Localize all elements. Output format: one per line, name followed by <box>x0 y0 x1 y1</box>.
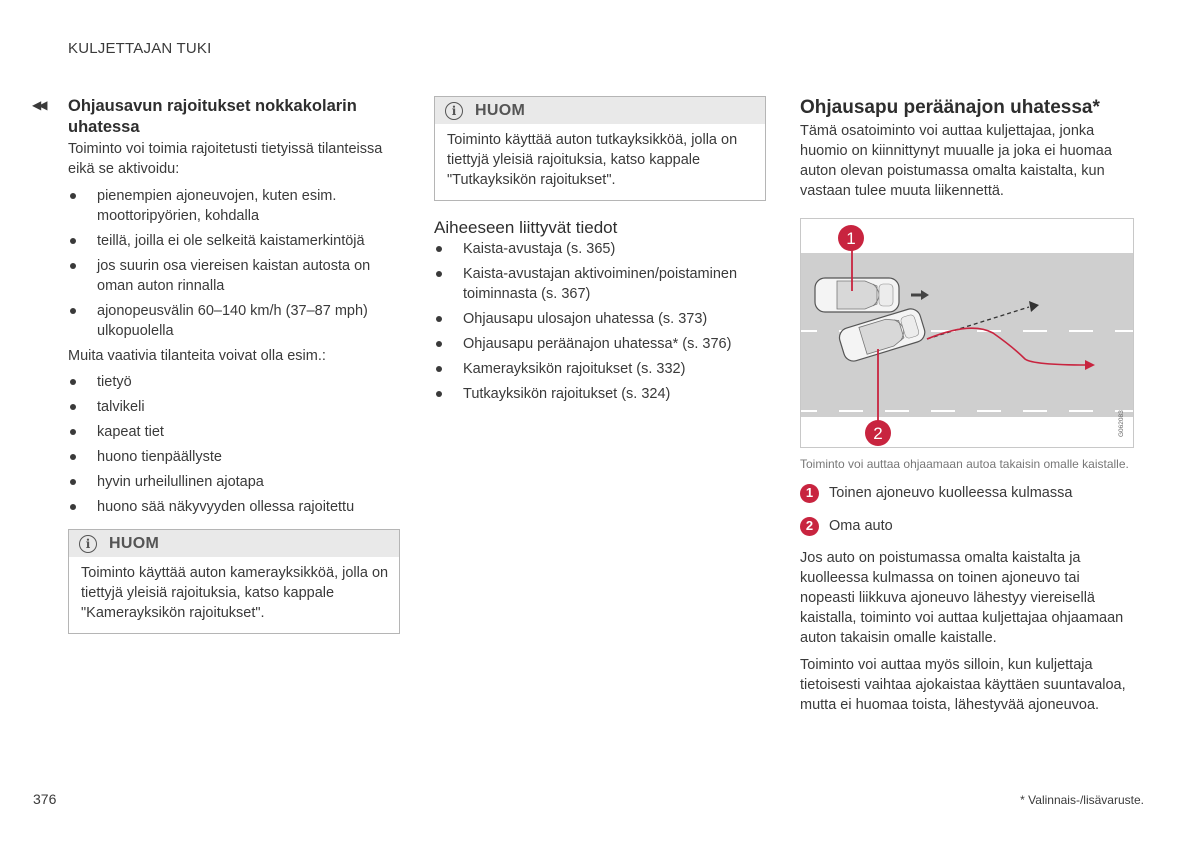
legend-item-2 <box>800 516 1134 536</box>
running-header: KULJETTAJAN TUKI <box>68 40 212 57</box>
intro-text: Toiminto voi toimia rajoitetusti tietyissä tilanteissa eikä se aktivoidu: <box>68 141 383 177</box>
column-2 <box>434 96 766 409</box>
list-item: kapeat tiet <box>68 422 400 442</box>
related-link[interactable]: Kaista-avustaja (s. 365) <box>434 239 766 259</box>
related-link[interactable]: Ohjausapu ulosajon uhatessa (s. 373) <box>434 309 766 329</box>
double-left-arrow-icon: ◀◀ <box>32 98 45 112</box>
mid-text: Muita vaativia tilanteita voivat olla esim.: <box>68 348 326 364</box>
list-item: pienempien ajoneuvojen, kuten esim. moottoripyörien, kohdalla <box>68 186 400 226</box>
svg-text:2: 2 <box>873 424 883 443</box>
intro-text: Tämä osatoiminto voi auttaa kuljettajaa, jonka huomio on kiinnittynyt muualle ja joka ei huomaa auton olevan poistumassa omalta kaistalta, kun vastaan tulee muuta liikennettä. <box>800 123 1112 199</box>
note-text: Toiminto käyttää auton kamerayksikköä, jolla on tiettyjä yleisiä rajoituksia, katso kappale "Kamerayksikön rajoitukset". <box>81 565 389 621</box>
list-item: talvikeli <box>68 397 400 417</box>
legend-item-1 <box>800 483 1134 503</box>
list-item: ajonopeusvälin 60–140 km/h (37–87 mph) ulkopuolella <box>68 301 400 341</box>
lane-diagram-svg <box>801 219 1133 447</box>
column-1 <box>32 96 400 634</box>
svg-text:G062083: G062083 <box>1118 410 1125 437</box>
body-paragraph-1: Jos auto on poistumassa omalta kaistalta ja kuolleessa kulmassa on toinen ajoneuvo tai nopeasti liikkuva ajoneuvo lähestyy viereisellä kaistalla, toiminto voi auttaa kuljettajaa ohjaamaan auton takaisin omalle kaistalle. <box>800 550 1124 646</box>
related-link[interactable]: Ohjausapu peräänajon uhatessa* (s. 376) <box>434 334 766 354</box>
note-box-camera <box>68 529 400 634</box>
note-text: Toiminto käyttää auton tutkayksikköä, jolla on tiettyjä yleisiä rajoituksia, katso kappale "Tutkayksikön rajoitukset". <box>447 132 738 188</box>
footnote: * Valinnais-/lisävaruste. <box>1020 793 1144 807</box>
svg-text:1: 1 <box>846 229 856 248</box>
list-item: hyvin urheilullinen ajotapa <box>68 472 400 492</box>
related-link[interactable]: Kaista-avustajan aktivoiminen/poistaminen toiminnasta (s. 367) <box>434 264 766 304</box>
info-icon: i <box>445 102 463 120</box>
legend-label: Oma auto <box>829 518 893 534</box>
section-heading-rear: Ohjausapu peräänajon uhatessa* <box>800 97 1100 118</box>
note-box-radar <box>434 96 766 201</box>
list-item: teillä, joilla ei ole selkeitä kaistamerkintöjä <box>68 231 400 251</box>
note-header <box>435 97 765 124</box>
body-paragraph-2: Toiminto voi auttaa myös silloin, kun kuljettaja tietoisesti vaihtaa ajokaistaa käyttäen suuntavaloa, mutta ei huomaa toista, lähestyvää ajoneuvoa. <box>800 657 1126 713</box>
related-heading: Aiheeseen liittyvät tiedot <box>434 218 618 237</box>
related-link[interactable]: Tutkayksikön rajoitukset (s. 324) <box>434 384 766 404</box>
list-item: huono sää näkyvyyden ollessa rajoitettu <box>68 497 400 517</box>
related-link[interactable]: Kamerayksikön rajoitukset (s. 332) <box>434 359 766 379</box>
list-item: tietyö <box>68 372 400 392</box>
note-title: HUOM <box>109 534 160 552</box>
list-item: jos suurin osa viereisen kaistan autosta on oman auton rinnalla <box>68 256 400 296</box>
page-number: 376 <box>33 791 57 807</box>
section-heading-frontal: Ohjausavun rajoitukset nokkakolarin uhatessa <box>68 97 357 136</box>
lane-diagram <box>800 218 1134 448</box>
info-icon: i <box>79 535 97 553</box>
related-links <box>434 239 766 404</box>
number-badge: 2 <box>800 517 819 536</box>
figure-caption: Toiminto voi auttaa ohjaamaan autoa takaisin omalle kaistalle. <box>800 457 1129 471</box>
column-3 <box>800 96 1134 715</box>
difficult-situations-list <box>68 372 400 517</box>
limitation-list <box>68 186 400 341</box>
note-title: HUOM <box>475 101 526 119</box>
number-badge: 1 <box>800 484 819 503</box>
list-item: huono tienpäällyste <box>68 447 400 467</box>
legend-label: Toinen ajoneuvo kuolleessa kulmassa <box>829 485 1073 501</box>
other-vehicle <box>815 278 899 312</box>
note-header <box>69 530 399 557</box>
